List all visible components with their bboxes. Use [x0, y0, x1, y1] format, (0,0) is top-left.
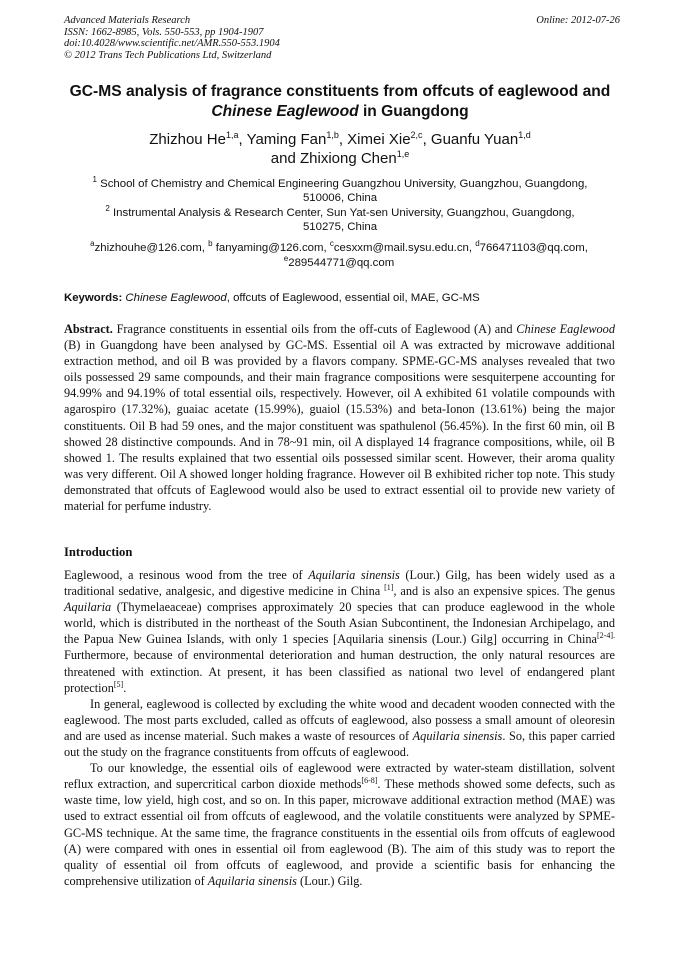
introduction-body — [64, 567, 615, 889]
author-4: , Guanfu Yuan — [422, 131, 519, 148]
p3-citation: [6-8] — [361, 776, 378, 786]
author-1: Zhizhou He — [149, 131, 226, 148]
email-d: 766471103@qq.com, — [479, 242, 588, 254]
p1-text-b: (Lour.) Gilg, has been widely used as a traditional sedative, analgesic, and digestive medicine in China — [64, 568, 615, 599]
p3-italic: Aquilaria sinensis — [207, 873, 297, 888]
p2-italic: Aquilaria sinensis — [412, 728, 503, 743]
affiliation-2 — [60, 206, 620, 234]
email-d-sup: d — [475, 239, 480, 248]
p2-text-a: In general, eaglewood is collected by excluding the white wood and decadent wooden connected with the eaglewood. The most parts excluded, called as offcuts of eaglewood, also possess a small amount of oleoresin and are used as incense material. Such makes a waste of resources of — [64, 696, 615, 743]
journal-name: Advanced Materials Research — [64, 15, 191, 26]
abstract-italic: Chinese Eaglewood — [516, 322, 615, 336]
journal-copyright: © 2012 Trans Tech Publications Ltd, Switzerland — [64, 49, 272, 61]
email-b: fanyaming@126.com, — [212, 242, 330, 254]
title-italic: Chinese Eaglewood — [211, 103, 359, 120]
keywords-rest: , offcuts of Eaglewood, essential oil, MAE, GC-MS — [226, 292, 480, 304]
author-emails — [58, 241, 620, 271]
p3-text-a: To our knowledge, the essential oils of eaglewood were extracted by water-steam distillation, solvent reflux extraction, and supercritical carbon dioxide methods — [64, 761, 615, 792]
introduction-heading: Introduction — [64, 545, 133, 559]
affiliation-1-sup: 1 — [92, 175, 97, 184]
author-5-sup: 1,e — [396, 149, 410, 159]
intro-paragraph-1 — [64, 567, 615, 696]
affiliation-1 — [60, 177, 620, 205]
email-b-sup: b — [208, 239, 213, 248]
emails-line-1 — [58, 241, 620, 256]
online-date: Online: 2012-07-26 — [536, 15, 620, 26]
title-rest: in Guangdong — [358, 103, 469, 120]
intro-paragraph-3 — [64, 760, 615, 889]
affiliation-2-line-1 — [60, 206, 620, 220]
email-e-sup: e — [283, 254, 289, 263]
email-c: cesxxm@mail.sysu.edu.cn, — [333, 242, 476, 254]
p1-text-c: , and is also an expensive spices. The genus — [393, 584, 615, 599]
abstract — [64, 321, 615, 514]
abstract-text-2: (B) in Guangdong have been analysed by GC-MS. Essential oil A was extracted by microwave additional extraction method, and oil B was provided by a flavors company. SPME-GC-MS analyses revealed that two oils possessed 29 same compounds, and their main fragrance compositions were sesquiterpene accounting for 94.99% and 94.19% of total essential oils, respectively. However, oil A exhibited 61 volatile compounds with agarospiro (17.32%), guaiac acetate (15.99%), guaiol (15.53%) and beta-Ionon (13.61%) being the major constituents. Oil B had 59 ones, and the major constituent was spathulenol (56.45%). In the first 60 min, oil B showed 28 distinctive compounds. And in 78~91 min, oil A displayed 14 fragrance compositions, while, oil B showed 1. The results explained that two essential oils possessed similar scent. However, their aroma quality was very different. Oil A showed longer holding fragrance. However oil B exhibited richer top note. This study demonstrated that offcuts of Eaglewood would also be used to extract essential oil to provide new variety of material for perfume industry. — [64, 338, 615, 514]
p1-text-d: (Thymelaeaceae) comprises approximately 20 species that can produce eaglewood in the whole world, which is distributed in the northeast of the South Asian Subcontinent, the Indonesian Archipelago, and the Papua New Guinea Islands, with only 1 species [Aquilaria sinensis (Lour.) Gilg] occurring in China — [64, 600, 615, 647]
paper-title — [40, 82, 640, 122]
authors-line-1 — [40, 130, 640, 149]
journal-issn: ISSN: 1662-8985, Vols. 550-553, pp 1904-1907 — [64, 26, 264, 38]
keywords-label: Keywords: — [64, 292, 123, 304]
affiliation-2-sup: 2 — [105, 204, 110, 213]
journal-header — [64, 15, 620, 61]
abstract-text-1: Fragrance constituents in essential oils from the off-cuts of Eaglewood (A) and — [112, 322, 517, 336]
title-line-1: GC-MS analysis of fragrance constituents from offcuts of eaglewood and — [69, 83, 611, 100]
keywords — [64, 291, 620, 305]
email-e: 289544771@qq.com — [288, 257, 395, 269]
p1-citation-2: [2-4]. — [597, 631, 615, 641]
email-a-sup: a — [90, 239, 95, 248]
author-list — [40, 130, 640, 168]
affiliation-2-text: Instrumental Analysis & Research Center, Sun Yat-sen University, Guangzhou, Guangdong, — [109, 207, 575, 219]
author-5: and Zhixiong Chen — [270, 150, 397, 167]
p1-italic-2: Aquilaria — [64, 600, 112, 615]
author-3: , Ximei Xie — [338, 131, 411, 148]
p2-text-b: . So, this paper carried out the study on the fragrance constituents from offcuts of eaglewood. — [64, 728, 615, 760]
p1-text-f: . — [123, 680, 127, 695]
abstract-label: Abstract. — [64, 322, 113, 336]
p3-text-b: . These methods showed some defects, such as waste time, low yield, high cost, and so on. In this paper, microwave additional extraction method (MAE) was used to extract essential oil from offcuts of eaglewood, and the volatile constituents were analyzed by SPME-GC-MS technique. At the same time, the fragrance constituents in the essential oils from offcuts of eaglewood (A) were compared with ones in essential oil from eaglewood (B). The aim of this study was to report the quality of essential oil from offcuts of eaglewood, and provide a scientific basis for enhancing the comprehensive utilization of — [64, 777, 615, 888]
affiliation-2-line-2: 510275, China — [302, 221, 378, 233]
intro-paragraph-2 — [64, 696, 615, 760]
abstract-paragraph — [64, 321, 615, 514]
journal-doi: doi:10.4028/www.scientific.net/AMR.550-553.1904 — [64, 38, 280, 50]
title-line-2 — [40, 102, 640, 122]
author-3-sup: 2,c — [410, 130, 423, 140]
p3-text-c: (Lour.) Gilg. — [296, 873, 363, 888]
affiliation-1-line-2: 510006, China — [302, 192, 378, 204]
p1-italic-1: Aquilaria sinensis — [308, 568, 400, 582]
p1-text-a: Eaglewood, a resinous wood from the tree of — [64, 568, 309, 582]
author-1-sup: 1,a — [225, 130, 239, 140]
email-a: zhizhouhe@126.com, — [94, 242, 209, 254]
affiliation-1-text: School of Chemistry and Chemical Engineering Guangzhou University, Guangzhou, Guangdong, — [96, 178, 588, 190]
email-c-sup: c — [329, 239, 334, 248]
author-4-sup: 1,d — [518, 130, 531, 140]
p1-citation-1: [1] — [384, 583, 394, 593]
authors-line-2 — [40, 149, 640, 168]
keywords-italic: Chinese Eaglewood — [125, 292, 227, 304]
author-2: , Yaming Fan — [238, 131, 327, 148]
p1-citation-3: [5] — [113, 679, 124, 689]
emails-line-2 — [58, 256, 620, 271]
affiliation-1-line-1 — [60, 177, 620, 191]
p1-text-e: Furthermore, because of environmental deterioration and human destruction, the only natural resources are threatened with extinction. At present, it has been classified as national two level of endangered plant protection — [64, 648, 615, 695]
author-2-sup: 1,b — [326, 130, 339, 140]
